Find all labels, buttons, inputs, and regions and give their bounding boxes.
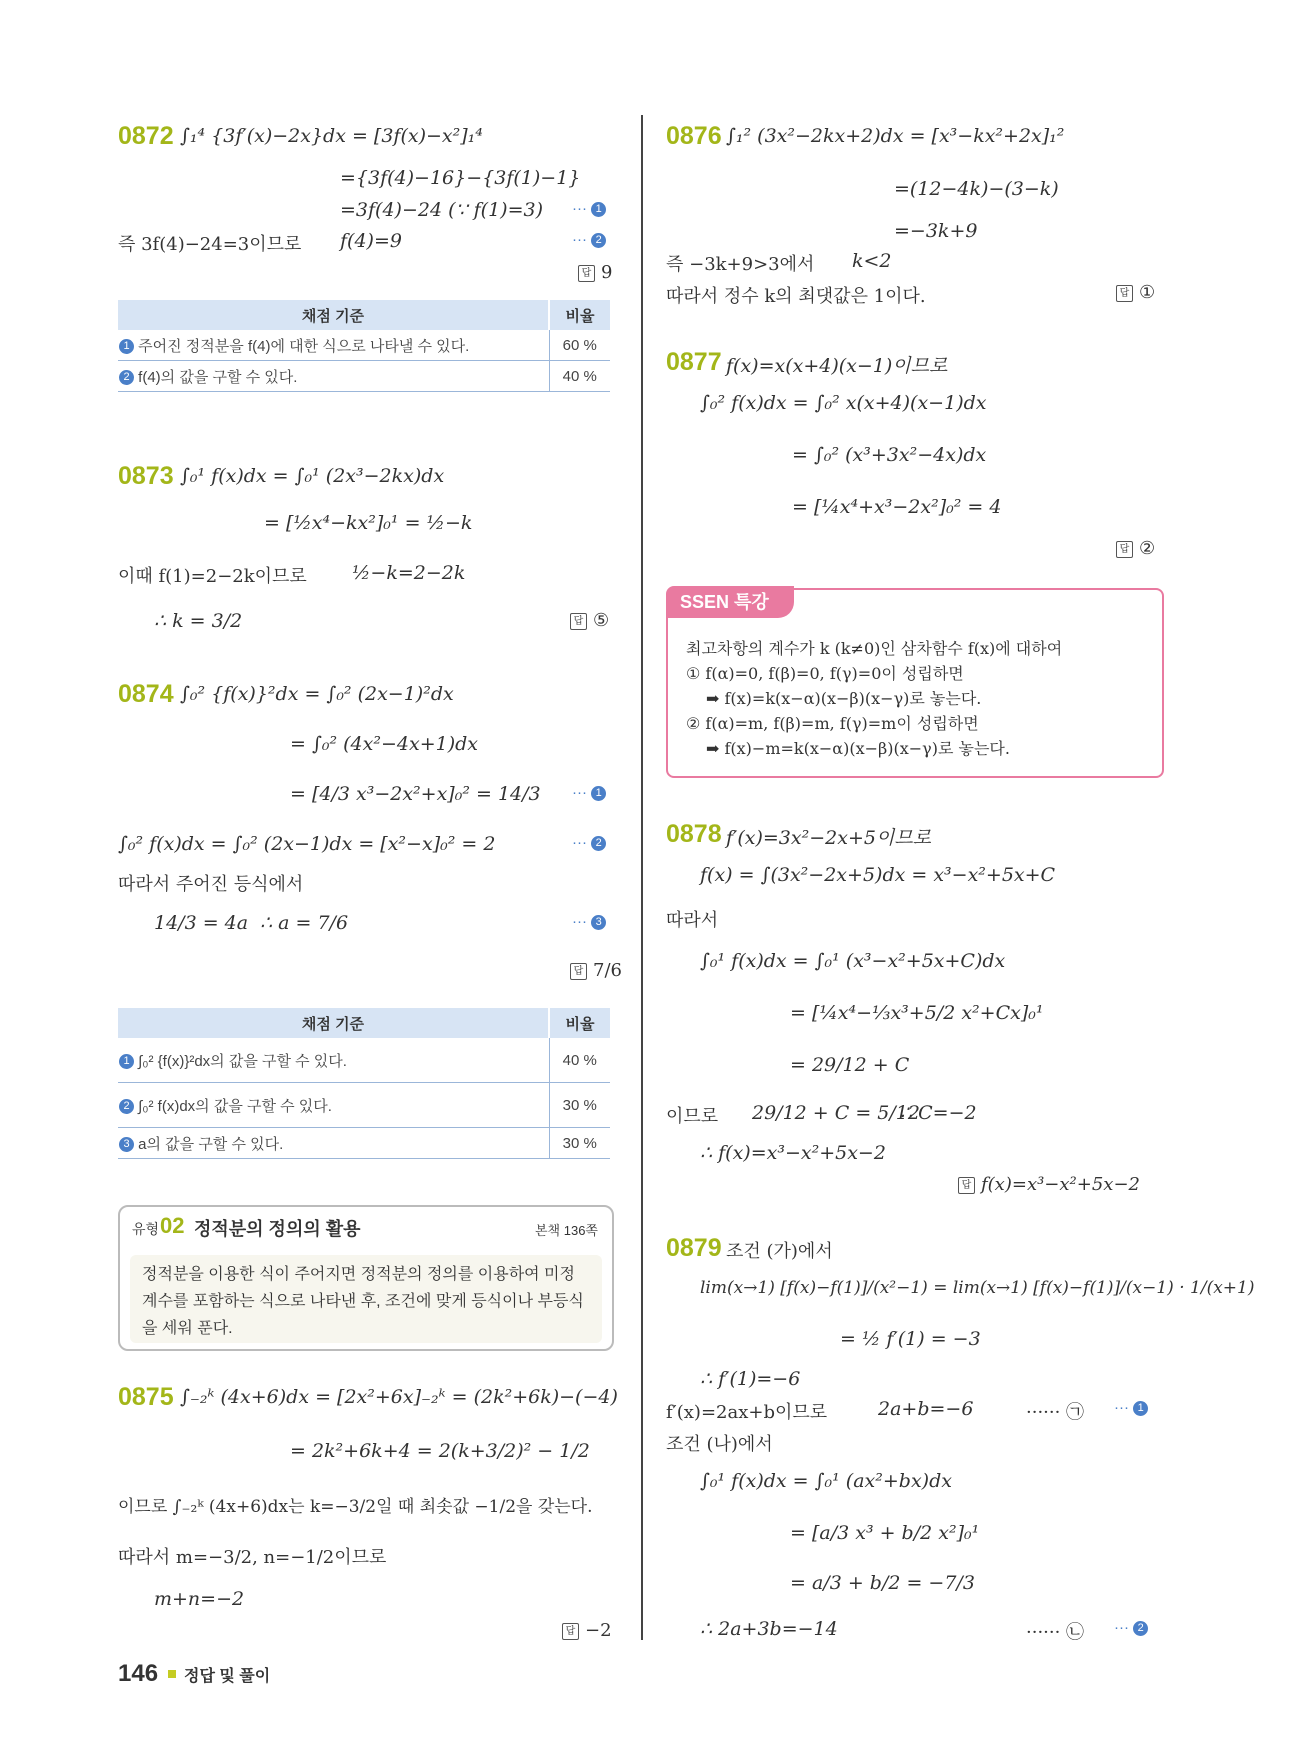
equation-line: ······ ㉠ <box>1026 1402 1085 1423</box>
equation-line: f(x)=x(x+4)(x−1)이므로 <box>726 355 948 377</box>
answer-0874: 답 7/6 <box>570 960 622 981</box>
answer-icon: 답 <box>570 613 587 630</box>
equation-line: 2a+b=−6 <box>878 1398 974 1420</box>
equation-line: ∴ k = 3/2 <box>154 610 243 632</box>
step-marker-2: ··· 2 <box>1114 1619 1148 1636</box>
ssen-line: ① f(α)=0, f(β)=0, f(γ)=0이 성립하면 <box>686 664 964 683</box>
table-header: 채점 기준 <box>118 1008 549 1038</box>
table-header: 비율 <box>549 300 610 330</box>
equation-line: 따라서 m=−3/2, n=−1/2이므로 <box>118 1547 387 1568</box>
step-marker-1: ··· 1 <box>572 200 606 217</box>
answer-0876: 답 ① <box>1116 282 1155 303</box>
equation-line: = a/3 + b/2 = −7/3 <box>790 1572 975 1594</box>
equation-line: 이므로 ∫₋₂ᵏ (4x+6)dx는 k=−3/2일 때 최솟값 −1/2을 갖는다. <box>118 1497 593 1517</box>
problem-number-0879: 0879 <box>666 1234 722 1262</box>
problem-number-0876: 0876 <box>666 122 722 150</box>
equation-line: =−3k+9 <box>894 220 978 242</box>
equation-line: ∫₀² f(x)dx = ∫₀² (2x−1)dx = [x²−x]₀² = 2 <box>118 833 496 855</box>
equation-line: ∫₀² {f(x)}²dx = ∫₀² (2x−1)²dx <box>180 683 454 705</box>
equation-line: = 2k²+6k+4 = 2(k+3/2)² − 1/2 <box>290 1440 590 1462</box>
type-title: 정적분의 정의의 활용 <box>194 1219 361 1239</box>
problem-number-0874: 0874 <box>118 680 174 708</box>
equation-line: = [a/3 x³ + b/2 x²]₀¹ <box>790 1522 980 1544</box>
ssen-tag: SSEN 특강 <box>666 586 794 618</box>
page-footer <box>118 1660 270 1688</box>
ssen-special-box <box>666 588 1164 778</box>
equation-line: f(x) = ∫(3x²−2x+5)dx = x³−x²+5x+C <box>700 864 1056 886</box>
answer-0872: 답 9 <box>578 262 612 283</box>
equation-line: = [¼x⁴−⅓x³+5/2 x²+Cx]₀¹ <box>790 1002 1044 1024</box>
answer-icon: 답 <box>1116 541 1133 558</box>
problem-number-0877: 0877 <box>666 348 722 376</box>
problem-number-0875: 0875 <box>118 1383 174 1411</box>
table-row: 3 a의 값을 구할 수 있다. 30 % <box>118 1128 610 1159</box>
ssen-line: ➡ f(x)=k(x−α)(x−β)(x−γ)로 놓는다. <box>706 689 982 708</box>
table-header: 채점 기준 <box>118 300 549 330</box>
equation-line: k<2 <box>852 250 892 272</box>
problem-number-0872: 0872 <box>118 122 174 150</box>
section-title: 정답 및 풀이 <box>184 1668 271 1685</box>
table-row: 2 f(4)의 값을 구할 수 있다. 40 % <box>118 361 610 392</box>
equation-line: lim(x→1) [f(x)−f(1)]/(x²−1) = lim(x→1) [f(x)−f(1)]/(x−1) · 1/(x+1) <box>700 1278 1255 1298</box>
equation-line: 즉 3f(4)−24=3이므로 <box>118 234 302 255</box>
equation-line: 29/12 + C = 5/12 <box>752 1102 920 1124</box>
equation-line: ∫₋₂ᵏ (4x+6)dx = [2x²+6x]₋₂ᵏ = (2k²+6k)−(−4) <box>180 1386 618 1408</box>
problem-number-0878: 0878 <box>666 820 722 848</box>
footer-square-icon <box>168 1670 176 1678</box>
equation-line: 14/3 = 4a <box>154 912 249 934</box>
equation-line: 따라서 정수 k의 최댓값은 1이다. <box>666 286 926 307</box>
answer-icon: 답 <box>562 1623 579 1640</box>
step-marker-1: ··· 1 <box>572 784 606 801</box>
equation-line: f′(x)=3x²−2x+5이므로 <box>726 827 932 849</box>
table-header: 비율 <box>549 1008 610 1038</box>
equation-line: 따라서 <box>666 910 719 931</box>
equation-line: ······ ㉡ <box>1026 1622 1085 1643</box>
equation-line: = ∫₀² (4x²−4x+1)dx <box>290 733 478 755</box>
ssen-line: 최고차항의 계수가 k (k≠0)인 삼차함수 f(x)에 대하여 <box>686 639 1063 658</box>
type-number: 02 <box>160 1213 185 1238</box>
step-marker-2: ··· 2 <box>572 231 606 248</box>
equation-line: ∫₀¹ f(x)dx = ∫₀¹ (x³−x²+5x+C)dx <box>700 950 1006 972</box>
equation-line: =(12−4k)−(3−k) <box>894 178 1059 200</box>
equation-line: 이므로 <box>666 1106 719 1127</box>
step-marker-3: ··· 3 <box>572 913 606 930</box>
table-row: 2 ∫₀² f(x)dx의 값을 구할 수 있다. 30 % <box>118 1083 610 1128</box>
ssen-line: ➡ f(x)−m=k(x−α)(x−β)(x−γ)로 놓는다. <box>706 739 1010 758</box>
equation-line: m+n=−2 <box>154 1588 245 1610</box>
equation-line: ½−k=2−2k <box>352 562 466 584</box>
type-02-box <box>118 1205 614 1351</box>
type-reference: 본책 136쪽 <box>535 1223 598 1238</box>
problem-number-0873: 0873 <box>118 462 174 490</box>
answer-icon: 답 <box>570 963 587 980</box>
equation-line: ∴ f(x)=x³−x²+5x−2 <box>700 1142 886 1164</box>
equation-line: = [½x⁴−kx²]₀¹ = ½−k <box>264 512 473 534</box>
equation-line: ∫₁⁴ {3f′(x)−2x}dx = [3f(x)−x²]₁⁴ <box>180 125 483 147</box>
answer-icon: 답 <box>1116 285 1133 302</box>
equation-line: ={3f(4)−16}−{3f(1)−1} <box>340 167 581 189</box>
answer-0873: 답 ⑤ <box>570 610 609 631</box>
answer-icon: 답 <box>578 265 595 282</box>
type-header <box>120 1207 612 1247</box>
table-row: 1 주어진 정적분을 f(4)에 대한 식으로 나타낼 수 있다. 60 % <box>118 330 610 361</box>
answer-0875: 답 −2 <box>562 1620 612 1641</box>
equation-line: ∴ C=−2 <box>900 1102 977 1124</box>
scoring-table-0872 <box>118 300 610 392</box>
table-row: 1 ∫₀² {f(x)}²dx의 값을 구할 수 있다. 40 % <box>118 1038 610 1083</box>
equation-line: ∫₁² (3x²−2kx+2)dx = [x³−kx²+2x]₁² <box>726 125 1065 147</box>
equation-line: ∴ 2a+3b=−14 <box>700 1618 838 1640</box>
equation-line: ∫₀¹ f(x)dx = ∫₀¹ (ax²+bx)dx <box>700 1470 952 1492</box>
ssen-line: ② f(α)=m, f(β)=m, f(γ)=m이 성립하면 <box>686 714 979 733</box>
equation-line: 즉 −3k+9>3에서 <box>666 254 815 275</box>
equation-line: ∫₀¹ f(x)dx = ∫₀¹ (2x³−2kx)dx <box>180 465 445 487</box>
equation-line: 조건 (가)에서 <box>726 1241 833 1262</box>
equation-line: ∴ f′(1)=−6 <box>700 1368 801 1390</box>
step-marker-1: ··· 1 <box>1114 1399 1148 1416</box>
equation-line: ∫₀² f(x)dx = ∫₀² x(x+4)(x−1)dx <box>700 392 987 414</box>
equation-line: = 29/12 + C <box>790 1054 910 1076</box>
answer-0878: 답 f(x)=x³−x²+5x−2 <box>958 1174 1140 1195</box>
equation-line: =3f(4)−24 (∵ f(1)=3) <box>340 199 543 221</box>
page-number: 146 <box>118 1660 159 1687</box>
equation-line: = [¼x⁴+x³−2x²]₀² = 4 <box>792 496 1002 518</box>
column-divider <box>641 115 643 1640</box>
answer-icon: 답 <box>958 1177 975 1194</box>
equation-line: 이때 f(1)=2−2k이므로 <box>118 566 307 587</box>
type-description: 정적분을 이용한 식이 주어지면 정적분의 정의를 이용하여 미정계수를 포함하는 식으로 나타낸 후, 조건에 맞게 등식이나 부등식을 세워 푼다. <box>130 1255 602 1343</box>
equation-line: ∴ a = 7/6 <box>260 912 349 934</box>
equation-line: = ½ f′(1) = −3 <box>840 1328 981 1350</box>
equation-line: = [4/3 x³−2x²+x]₀² = 14/3 <box>290 783 541 805</box>
type-label: 유형 <box>132 1221 160 1237</box>
equation-line: = ∫₀² (x³+3x²−4x)dx <box>792 444 987 466</box>
equation-line: f′(x)=2ax+b이므로 <box>666 1402 828 1423</box>
answer-0877: 답 ② <box>1116 538 1155 559</box>
scoring-table-0874 <box>118 1008 610 1159</box>
equation-line: 따라서 주어진 등식에서 <box>118 874 304 895</box>
equation-line: f(4)=9 <box>340 230 402 252</box>
step-marker-2: ··· 2 <box>572 834 606 851</box>
equation-line: 조건 (나)에서 <box>666 1434 773 1455</box>
